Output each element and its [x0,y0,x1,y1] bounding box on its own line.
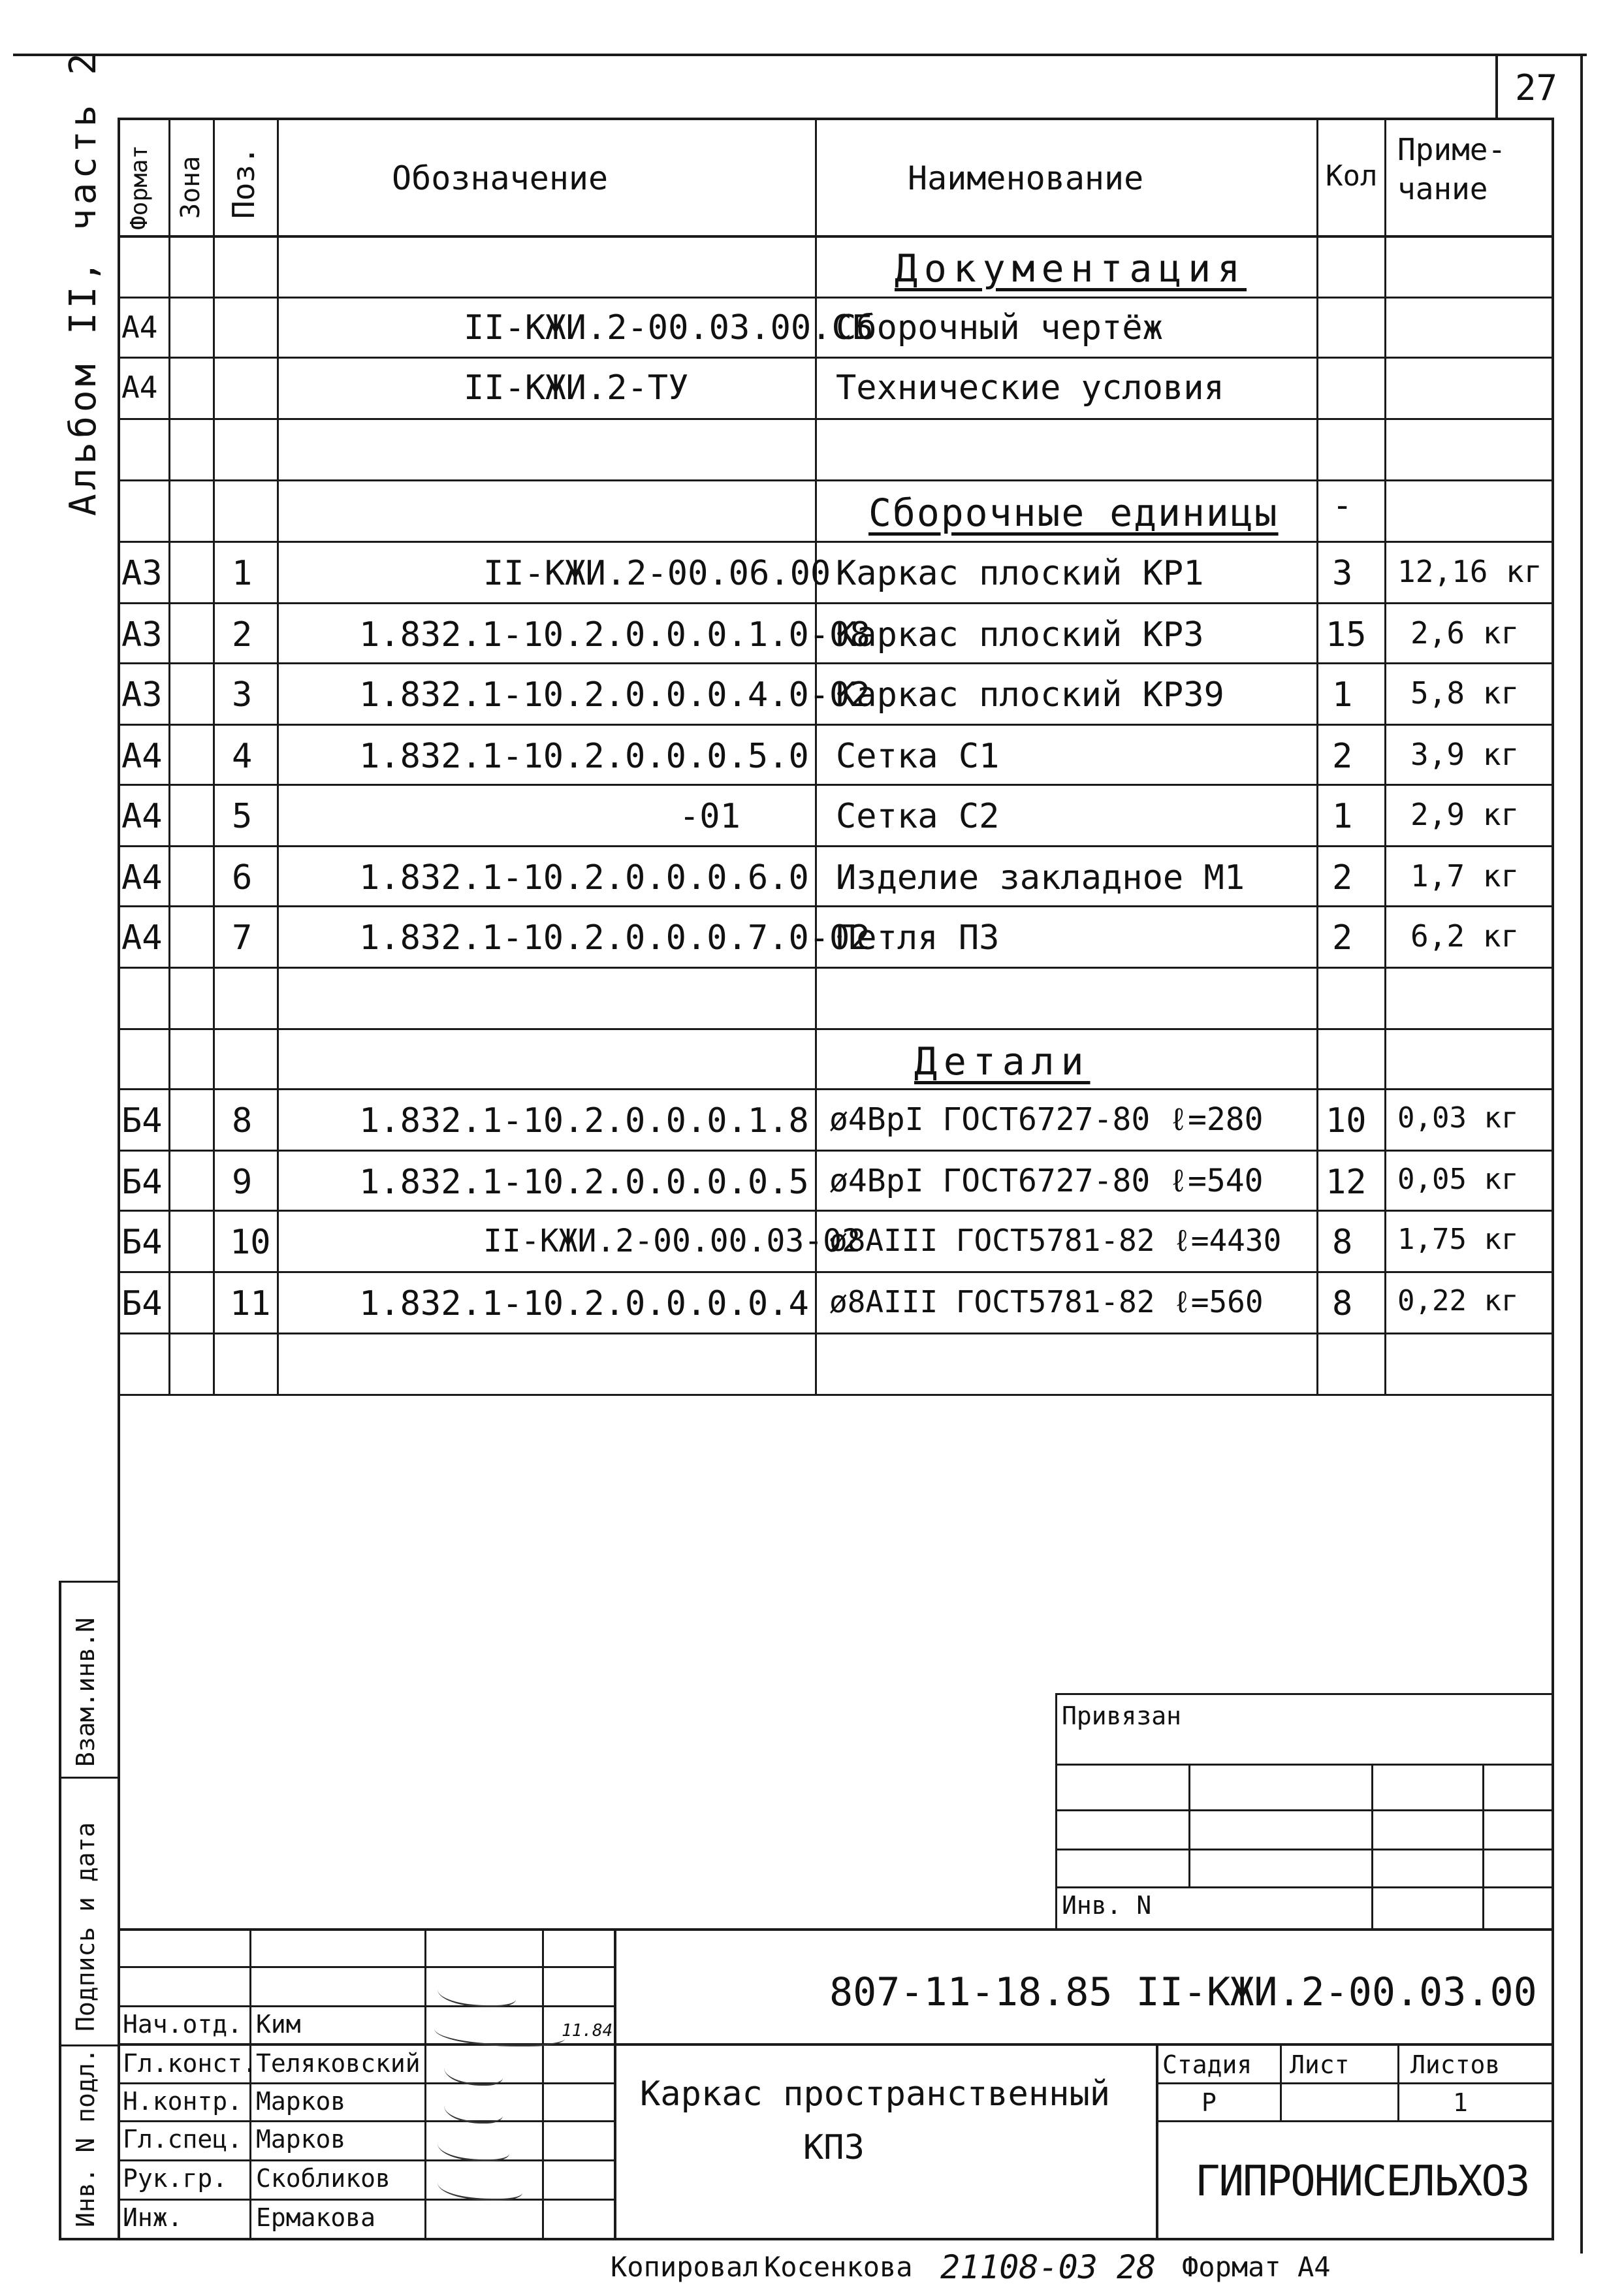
col-name-header: Наименование [908,159,1144,197]
detail-row-pos: 9 [232,1163,253,1202]
assembly-row-qty: 2 [1332,737,1353,776]
assembly-row-name: Сетка С2 [836,797,1000,836]
staff-name: Ким [256,2010,301,2039]
section-documentation: Документация [895,246,1247,291]
assembly-row-name: Сетка С1 [836,737,1000,776]
assembly-row-note: 3,9 кг [1410,737,1520,772]
assembly-row-name: Каркас плоский КР3 [836,615,1204,654]
detail-row-name: ø4ВрI ГОСТ6727-80 ℓ=540 [829,1163,1264,1199]
doc-row-designation: II-КЖИ.2-00.03.00.СБ [464,308,873,347]
detail-row-qty: 10 [1326,1101,1367,1140]
assembly-row-format: А4 [121,918,163,958]
detail-row-pos: 10 [230,1223,271,1262]
section-assembly-units: Сборочные единицы [868,491,1279,535]
doc-row-name: Технические условия [836,368,1224,408]
staff-role: Гл.спец. [123,2125,243,2154]
col-designation-header: Обозначение [392,159,609,197]
binding-title: Привязан [1062,1702,1182,1730]
assembly-row-qty: 2 [1332,858,1353,897]
frame-top [118,118,1554,120]
detail-row-format: Б4 [121,1284,163,1323]
assembly-row-format: А3 [121,554,163,593]
sheet-no: 28 [1117,2248,1156,2286]
copied-name: Косенкова [764,2251,913,2283]
staff-role: Гл.конст. [123,2049,257,2078]
object-name-line2: КП3 [803,2128,865,2167]
assembly-row-designation: II-КЖИ.2-00.06.00 [483,554,831,593]
assembly-dash: - [1332,486,1353,525]
assembly-row-qty: 15 [1326,615,1367,654]
detail-row-designation: II-КЖИ.2-00.00.03-02 [483,1223,861,1259]
organization: ГИПРОНИСЕЛЬХОЗ [1195,2157,1529,2206]
signature-scribble [438,2133,509,2161]
detail-row-format: Б4 [121,1223,163,1262]
assembly-row-pos: 4 [232,737,253,776]
assembly-row-pos: 1 [232,554,253,593]
object-name-line1: Каркас пространственный [640,2075,1111,2114]
assembly-row-format: А3 [121,675,163,715]
header-bottom [118,235,1554,238]
col-pos-header: Поз. [226,146,261,219]
staff-role: Инж. [123,2203,183,2232]
detail-row-pos: 8 [232,1101,253,1140]
staff-name: Теляковский [256,2049,421,2078]
detail-row-format: Б4 [121,1101,163,1140]
staff-name: Марков [256,2087,346,2116]
assembly-row-note: 12,16 кг [1397,554,1542,589]
col-note-header: Приме- чание [1397,132,1506,206]
inv-orig-label: Инв. N подл. [71,2048,100,2227]
col-format-header: Формат [126,144,153,230]
assembly-row-format: А4 [121,737,163,776]
detail-row-note: 0,03 кг [1397,1101,1519,1135]
detail-row-name: ø4ВрI ГОСТ6727-80 ℓ=280 [829,1101,1264,1138]
frame-left [118,118,120,2240]
inv-replace-label: Взам.инв.N [71,1617,100,1767]
assembly-row-note: 5,8 кг [1410,675,1520,711]
staff-name: Ермакова [256,2203,376,2232]
stage-value: Р [1202,2088,1217,2117]
doc-row-designation: II-КЖИ.2-ТУ [464,368,689,408]
assembly-row-format: А4 [121,797,163,836]
assembly-row-name: Каркас плоский КР39 [836,675,1224,715]
assembly-row-pos: 6 [232,858,253,897]
assembly-row-note: 2,6 кг [1410,615,1520,651]
staff-name: Скобликов [256,2164,390,2193]
col-zone-header: Зона [176,155,206,219]
assembly-row-name: Изделие закладное М1 [836,858,1245,897]
page-number: 27 [1515,67,1558,108]
detail-row-name: ø8АIII ГОСТ5781-82 ℓ=560 [829,1284,1264,1319]
col-qty-header: Кол [1326,159,1378,193]
frame-bottom [118,2238,1554,2240]
signature-scribble [438,2173,522,2201]
assembly-row-pos: 3 [232,675,253,715]
doc-row-format: А4 [121,310,158,345]
sheet-label: Лист [1290,2050,1350,2079]
assembly-row-designation: 1.832.1-10.2.0.0.0.1.0-08 [359,615,870,654]
assembly-row-qty: 1 [1332,675,1353,715]
signature-scribble [434,2018,565,2046]
section-details: Детали [914,1039,1091,1084]
album-label: Альбом II, часть 2 [62,49,104,516]
signature-scribble [444,2058,503,2086]
staff-role: Рук.гр. [123,2164,228,2193]
sheets-label: Листов [1410,2050,1501,2079]
frame-right [1552,118,1554,2240]
detail-row-designation: 1.832.1-10.2.0.0.0.0.5 [359,1163,809,1202]
assembly-row-designation: 1.832.1-10.2.0.0.0.5.0 [359,737,809,776]
format-label: Формат А4 [1182,2251,1331,2283]
signature-scribble [444,2095,503,2124]
detail-row-note: 0,22 кг [1397,1284,1519,1317]
staff-role: Н.контр. [123,2087,243,2116]
document-code: 807-11-18.85 II-КЖИ.2-00.03.00 [829,1969,1537,2015]
order-number: 21108-03 [940,2248,1098,2286]
assembly-row-pos: 2 [232,615,253,654]
detail-row-pos: 11 [230,1284,271,1323]
detail-row-note: 1,75 кг [1397,1223,1519,1256]
staff-role: Нач.отд. [123,2010,243,2039]
assembly-row-qty: 2 [1332,918,1353,958]
frame-outer-right [1580,118,1583,2254]
detail-row-note: 0,05 кг [1397,1163,1519,1196]
copied-label: Копировал [611,2251,759,2283]
signature-scribble [438,1979,516,2007]
top-rule [13,54,1587,56]
doc-row-format: А4 [121,370,158,405]
staff-name: Марков [256,2125,346,2154]
assembly-row-note: 2,9 кг [1410,797,1520,832]
binding-inv: Инв. N [1062,1891,1152,1920]
sign-date-label: Подпись и дата [71,1822,100,2031]
signature-date: 11.84 [562,2021,613,2041]
assembly-row-designation: 1.832.1-10.2.0.0.0.7.0-02 [359,918,870,958]
assembly-row-designation: -01 [679,797,740,836]
assembly-row-qty: 1 [1332,797,1353,836]
assembly-row-note: 1,7 кг [1410,858,1520,894]
assembly-row-name: Каркас плоский КР1 [836,554,1204,593]
assembly-row-name: Петля П3 [836,918,1000,958]
detail-row-format: Б4 [121,1163,163,1202]
assembly-row-designation: 1.832.1-10.2.0.0.0.6.0 [359,858,809,897]
detail-row-name: ø8АIII ГОСТ5781-82 ℓ=4430 [829,1223,1282,1258]
detail-row-qty: 8 [1332,1284,1353,1323]
detail-row-designation: 1.832.1-10.2.0.0.0.1.8 [359,1101,809,1140]
detail-row-qty: 12 [1326,1163,1367,1202]
assembly-row-designation: 1.832.1-10.2.0.0.0.4.0-02 [359,675,870,715]
doc-row-name: Сборочный чертёж [836,308,1163,347]
assembly-row-qty: 3 [1332,554,1353,593]
assembly-row-pos: 5 [232,797,253,836]
detail-row-qty: 8 [1332,1223,1353,1262]
assembly-row-pos: 7 [232,918,253,958]
sheets-value: 1 [1453,2088,1468,2117]
assembly-row-format: А4 [121,858,163,897]
detail-row-designation: 1.832.1-10.2.0.0.0.0.4 [359,1284,809,1323]
assembly-row-note: 6,2 кг [1410,918,1520,954]
assembly-row-format: А3 [121,615,163,654]
stage-label: Стадия [1162,2050,1252,2079]
